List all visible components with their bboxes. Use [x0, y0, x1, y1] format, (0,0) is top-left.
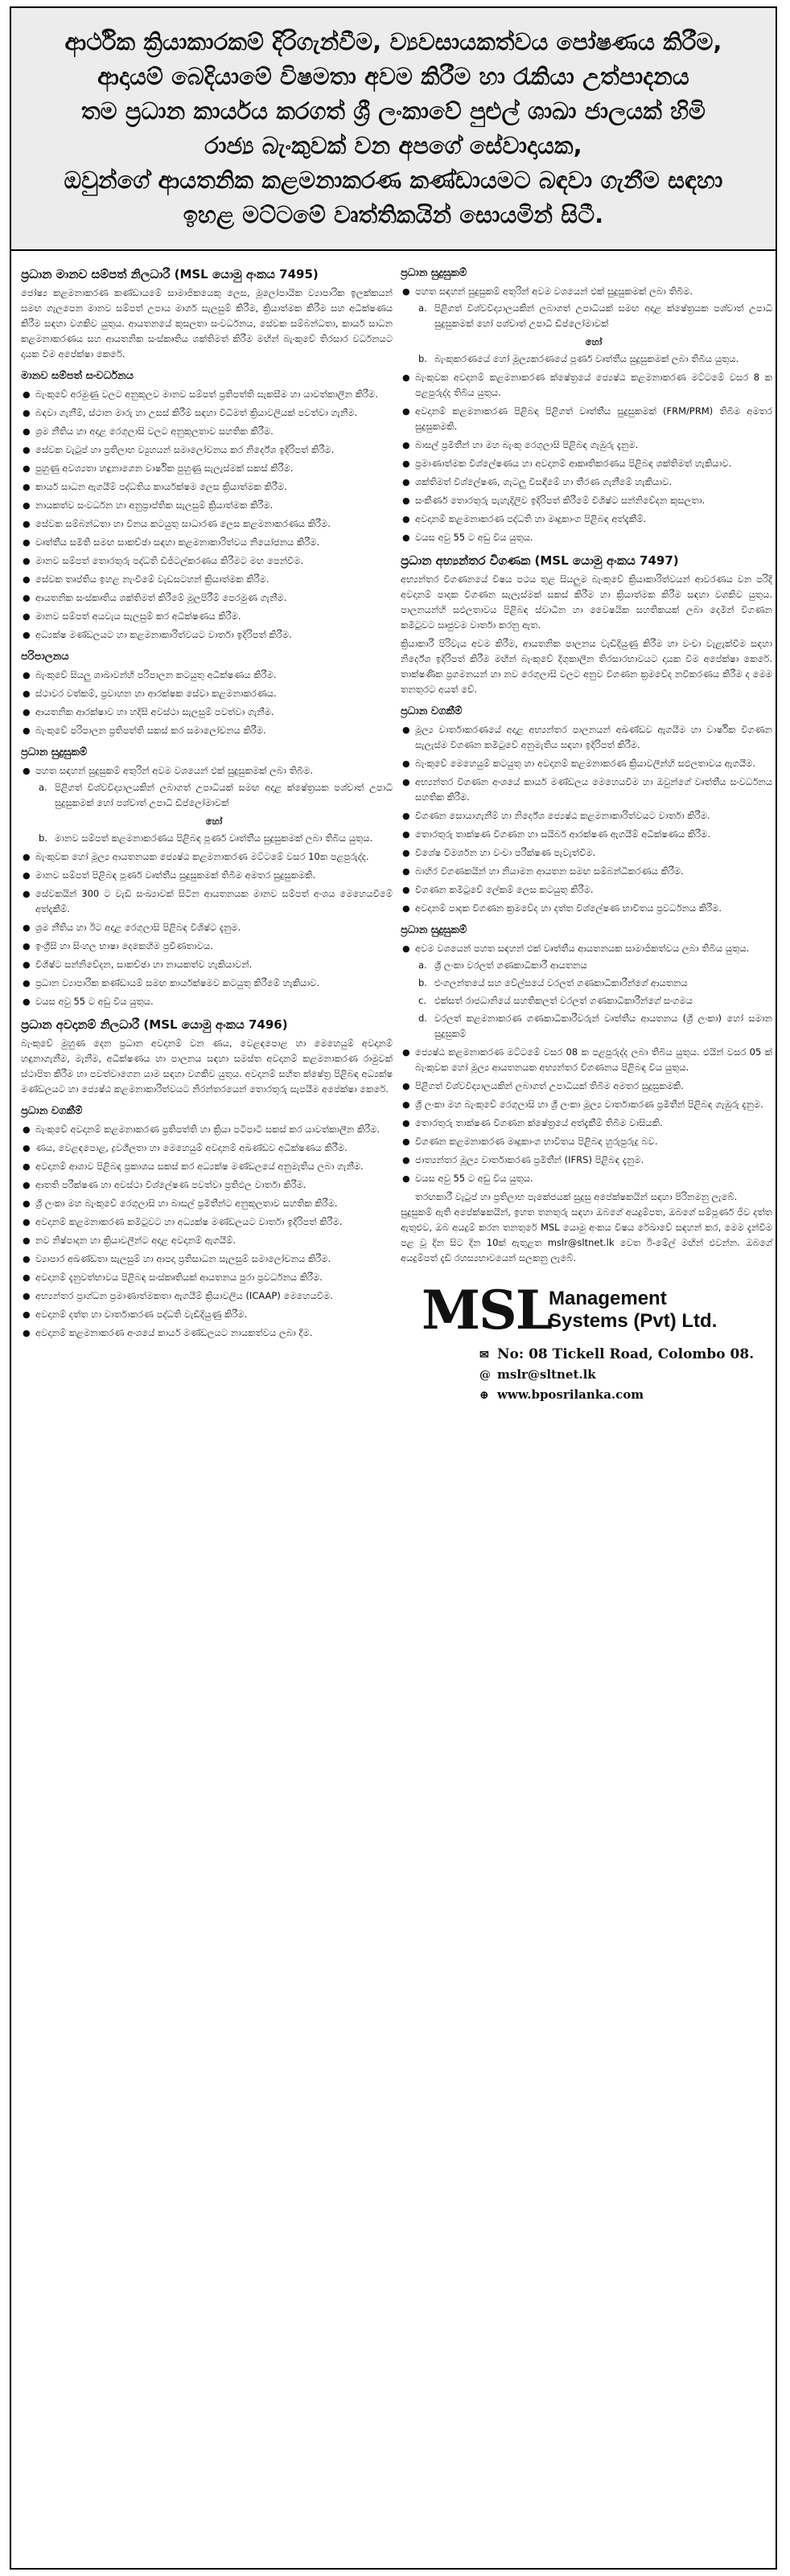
- benefits-note: තරඟකාරී වැටුප් හා ප්‍රතිලාභ පැකේජයක් සුදුසු අපේක්ෂකයින් සඳහා පිරිනමනු ලැබේ.: [415, 1191, 738, 1202]
- list-item: ● බාහිර විගණකයින් හා නියාමන ආයතන සමඟ සම්බන්ධීකරණය කිරීම.: [415, 864, 772, 879]
- list-item: [35, 763, 393, 846]
- list-item: ● සේවක වැටුප් හා ප්‍රතිලාභ ව්‍යුහයන් සමාලෝචනය කර නිර්දේශ ඉදිරිපත් කිරීම.: [35, 442, 393, 458]
- list-item: ● ස්ථාවර වත්කම්, ප්‍රවාහන හා ආරක්ෂක සේවා කළමනාකරණය.: [35, 686, 393, 701]
- qualification-options: [415, 351, 772, 367]
- list-item: ● වෘත්තීය සමිති සමඟ සාකච්ඡා සඳහා කළමනාකාරිත්වය නියෝජනය කිරීම.: [35, 535, 393, 550]
- list-item: ● නායකත්ව සංවර්ධන හා අනුප්‍රාප්තික සැලසුම් ක්‍රියාත්මක කිරීම.: [35, 498, 393, 513]
- list-item: ● මානව සම්පත් පිළිබඳ පූර්ණ වෘත්තීය සුදුසුකමක් තිබීම අමතර සුදුසුකමකි.: [35, 868, 393, 883]
- list-item: [418, 993, 772, 1009]
- headline-line: ඉහළ මට්ටමේ වෘත්තිකයින් සොයමින් සිටී.: [183, 201, 604, 228]
- list-item: ● අවදානම් දත්ත හා වාර්තාකරණ පද්ධති වැඩිදියුණු කිරීම.: [35, 1307, 393, 1322]
- list-item: [418, 351, 772, 367]
- email-row: [479, 1365, 772, 1385]
- list-item: ● අවදානම් කළමනාකරණ කමිටුවට හා අධ්‍යක්ෂ මණ්ඩලයට වාර්තා ඉදිරිපත් කිරීම.: [35, 1214, 393, 1230]
- position-intro: අභ්‍යන්තර විගණනයේ විෂය පථය තුළ සියලුම බැංකුවේ ක්‍රියාකාරිත්වයන් ආවරණය වන පරිදි අවදානම් පාදක විගණන සැලැස්මක් සකස් කිරීම හා ක්‍රියාත්මක කිරීම සඳහා වගකිව යුතුය. පාලනයන්හි සඵලතාවය පිළිබඳ ස්වාධීන හා වෛෂයික සහතිකයක් ලබා දෙමින් විගණන කමිටුවට සෘජුවම වාර්තා කරනු ඇත.: [401, 573, 772, 631]
- section-heading: ප්‍රධාන සුදුසුකම්: [401, 267, 467, 279]
- left-column: [21, 259, 393, 1405]
- list-item: ● ශ්‍රී ලංකා මහ බැංකුවේ රෙගුලාසි හා බාසල් ප්‍රමිතීන්ට අනුකූලතාව සහතික කිරීම.: [35, 1196, 393, 1211]
- globe-icon: ⊕: [479, 1389, 489, 1402]
- list-item: ● බැංකුවේ අවදානම් කළමනාකරණ ප්‍රතිපත්ති හා ක්‍රියා පටිපාටි සකස් කර යාවත්කාලීන කිරීම.: [35, 1122, 393, 1137]
- list-item: ● ශක්තිමත් විශ්ලේෂණ, ගැටලු විසඳීමේ හා තීරණ ගැනීමේ හැකියාව.: [415, 475, 772, 490]
- list-item: ● බැංකුවේ සියලු ශාඛාවන්හි පරිපාලන කටයුතු අධීක්ෂණය කිරීම.: [35, 668, 393, 683]
- option-text: පිළිගත් විශ්වවිද්‍යාලයකින් ලබාගත් උපාධියක් සමඟ අදාළ ක්ෂේත්‍රයක පශ්චාත් උපාධි සුදුසුකමක් හෝ පශ්චාත් උපාධි ඩිප්ලෝමාවක්: [434, 302, 772, 329]
- section-heading: මානව සම්පත් සංවර්ධනය: [21, 370, 134, 382]
- list-item: [39, 831, 393, 846]
- list-item: ● බැංකුවක අවදානම් කළමනාකරණ ක්ෂේත්‍රයේ ජ්‍යෙෂ්ඨ කළමනාකරණ මට්ටමේ වසර 8 ක පළපුරුද්ද තිබිය යුතුය.: [415, 370, 772, 401]
- at-icon: @: [479, 1369, 491, 1382]
- list-item: ● විගණන කමිටුවේ ලේකම් ලෙස කටයුතු කිරීම.: [415, 882, 772, 898]
- list-item: ● ආයතනික සංස්කෘතිය ශක්තිමත් කිරීමේ මූලපිරීම් පෙරමුණ ගැනීම.: [35, 590, 393, 606]
- list-item: ● ජ්‍යෙෂ්ඨ කළමනාකරණ මට්ටමේ වසර 08 ක පළපුරුද්ද ලබා තිබිය යුතුය. එයින් වසර 05 ක් බැංකුවක හෝ මූල්‍ය ආයතනයක අභ්‍යන්තර විගණනය පිළිබඳ විය යුතුය.: [415, 1045, 772, 1075]
- option-text: බැංකුකරණයේ හෝ මූල්‍යකරණයේ පූර්ණ වෘත්තීය සුදුසුකමක් ලබා තිබිය යුතුය.: [434, 353, 739, 364]
- list-item: ● අවදානම් දැනුවත්භාවය පිළිබඳ සංස්කෘතියක් ආයතනය පුරා ප්‍රවර්ධනය කිරීම.: [35, 1270, 393, 1285]
- list-item: ● බඳවා ගැනීම්, ස්ථාන මාරු හා උසස් කිරීම් සඳහා විධිමත් ක්‍රියාවලියක් පවත්වා ගැනීම.: [35, 405, 393, 421]
- option-text: එංගලන්තයේ සහ වේල්සයේ වරලත් ගණකාධිකාරීන්ගේ ආයතනය: [434, 977, 688, 988]
- position-intro: ක්‍රියාකාරී පිරිවැය අවම කිරීම, ආයතනික පාලනය වැඩිදියුණු කිරීම හා වංචා වැළැක්වීම සඳහා නිර්දේශ ඉදිරිපත් කිරීම මඟින් බැංකුවේ දිගුකාලීන තිරසාරභාවයට දායක වීම අපේක්ෂා කෙරේ. තාක්ෂණික ප්‍රගමනයන් හා නව රෙගුලාසි වලට අනුව විගණන ක්‍රමවේද නවීකරණය කිරීම ද මෙම තනතුරට අයත් වේ.: [401, 638, 772, 695]
- list-item: ● ආයතනික ආරක්ෂාව හා හදිසි අවස්ථා සැලසුම් පවත්වා ගැනීම.: [35, 705, 393, 720]
- qualification-list: [21, 763, 393, 1009]
- section-heading: ප්‍රධාන වගකීම්: [21, 1105, 83, 1117]
- option-label: b.: [418, 353, 427, 364]
- company-name: [549, 1288, 717, 1333]
- list-item: ● විගණන කළමනාකරණ මෘදුකාංග භාවිතය පිළිබඳ හුරුපුරුදු බව.: [415, 1134, 772, 1149]
- qualification-options: [35, 780, 393, 811]
- list-item: ● විශිෂ්ට සන්නිවේදන, සාකච්ඡා හා නායකත්ව හැකියාවන්.: [35, 957, 393, 972]
- list-item: ● ප්‍රධාන ව්‍යාපාරික කණ්ඩායම් සමඟ කාර්යක්ෂමව කටයුතු කිරීමේ හැකියාව.: [35, 976, 393, 991]
- qualification-intro: අවම වශයෙන් පහත සඳහන් එක් වෘත්තීය ආයතනයක සාමාජිකත්වය ලබා තිබිය යුතුය.: [415, 943, 750, 954]
- address-text: No: 08 Tickell Road, Colombo 08.: [497, 1346, 755, 1362]
- qualification-intro: පහත සඳහන් සුදුසුකම් අතුරින් අවම වශයෙන් එක් සුදුසුකමක් ලබා තිබීම.: [35, 765, 314, 776]
- application-instructions: සුදුසුකම් ඇති අපේක්ෂකයින්, ඉහත තනතුරු සඳහා ඔබගේ අයදුම්පත, ඔබගේ සම්පූර්ණ ජීව දත්ත ඇතුළුව, ඔබ අයදුම් කරන තනතුරේ MSL යොමු අංකය විෂය රේඛාවේ සඳහන් කර, මෙම දැන්වීම පළ වූ දින සිට දින 10ක් ඇතුළත mslr@sltnet.lk වෙත ඊ-මේල් මඟින් එවන්න. ඔබගේ අයදුම්පත් දැඩි රහස්‍යභාවයෙන් සලකනු ලැබේ.: [401, 1206, 772, 1263]
- headline-line: ඔවුන්ගේ ආයතනික කළමනාකරණ කණ්ඩායමට බඳවා ගැනීම සඳහා: [64, 166, 723, 194]
- msl-logo-mark: MSL: [422, 1279, 552, 1341]
- list-item: ● ශ්‍රී ලංකා මහ බැංකුවේ රෙගුලාසි හා ශ්‍රී ලංකා මූල්‍ය වාර්තාකරණ ප්‍රමිතීන් පිළිබඳ ගැඹුරු දැනුම.: [415, 1097, 772, 1112]
- website-link[interactable]: www.bposrilanka.com: [497, 1387, 644, 1402]
- qualification-intro: පහත සඳහන් සුදුසුකම් අතුරින් අවම වශයෙන් එක් සුදුසුකමක් ලබා තිබීම.: [415, 286, 693, 297]
- option-text: ශ්‍රී ලංකා වරලත් ගණකාධිකාරී ආයතනය: [434, 959, 587, 971]
- headline-line: තම ප්‍රධාන කාර්යය කරගත් ශ්‍රී ලංකාවේ පුළුල් ශාඛා ජාලයක් හිමි: [81, 97, 706, 125]
- list-item: ● සේවකයින් 300 ට වැඩි සංඛ්‍යාවක් සිටින ආයතනයක මානව සම්පත් අංශය මෙහෙයවීමේ අත්දැකීම්.: [35, 886, 393, 917]
- list-item: ● බැංකුවක හෝ මූල්‍ය ආයතනයක ජ්‍යෙෂ්ඨ කළමනාකරණ මට්ටමේ වසර 10ක පළපුරුද්ද.: [35, 849, 393, 865]
- list-item: ● විගණන සොයාගැනීම් හා නිර්දේශ ජ්‍යෙෂ්ඨ කළමනාකාරිත්වයට වාර්තා කිරීම.: [415, 808, 772, 824]
- list-item: ● බාසල් ප්‍රමිතීන් හා මහ බැංකු රෙගුලාසි පිළිබඳ ගැඹුරු දැනුම.: [415, 438, 772, 453]
- position-title-hr: ප්‍රධාන මානව සම්පත් නිලධාරී (MSL යොමු අංකය 7495): [21, 267, 319, 281]
- section-heading: ප්‍රධාන සුදුසුකම්: [401, 924, 467, 936]
- list-item: ● අභ්‍යන්තර විගණන අංශයේ කාර්ය මණ්ඩලය මෙහෙයවීම හා ඔවුන්ගේ වෘත්තීය සංවර්ධනය සහතික කිරීම.: [415, 774, 772, 805]
- qualification-options: [35, 831, 393, 846]
- list-item: ● සංකීර්ණ තොරතුරු පැහැදිලිව ඉදිරිපත් කිරීමේ විශිෂ්ට සන්නිවේදන කුසලතා.: [415, 493, 772, 508]
- list-item: ● අධ්‍යක්ෂ මණ්ඩලයට හා කළමනාකාරිත්වයට වාර්තා ඉදිරිපත් කිරීම.: [35, 627, 393, 643]
- option-text: එක්සත් රාජධානියේ සහතිකලත් වරලත් ගණකාධිකාරීන්ගේ සංගමය: [434, 995, 693, 1006]
- option-label: a.: [418, 959, 427, 971]
- company-name-line: Management: [549, 1288, 667, 1309]
- list-item: ● විශේෂ විමර්ශන හා වංචා පරීක්ෂණ පැවැත්වීම.: [415, 845, 772, 861]
- list-item: ● වයස අවු 55 ට අඩු විය යුතුය.: [35, 994, 393, 1009]
- list-item: ● අභ්‍යන්තර ප්‍රාග්ධන ප්‍රමාණාත්මකතා ඇගයීම් ක්‍රියාවලිය (ICAAP) මෙහෙයවීම.: [35, 1288, 393, 1304]
- list-item: ● කාර්ය සාධන ඇගයීම් පද්ධතිය කාර්යක්ෂම ලෙස ක්‍රියාත්මක කිරීම.: [35, 479, 393, 495]
- section-heading: ප්‍රධාන වගකීම්: [401, 705, 463, 717]
- list-item: ● ජාත්‍යන්තර මූල්‍ය වාර්තාකරණ ප්‍රමිතීන් (IFRS) පිළිබඳ දැනුම.: [415, 1152, 772, 1168]
- list-item: ● පුහුණු අවශ්‍යතා හඳුනාගෙන වාර්ෂික පුහුණු සැලැස්මක් සකස් කිරීම.: [35, 461, 393, 476]
- option-label: a.: [418, 302, 427, 314]
- address-row: [479, 1345, 772, 1365]
- headline-line: ආදායම් බෙදියාමේ විෂමතා අවම කිරීම හා රැකියා උත්පාදනය: [97, 63, 689, 90]
- list-item: ● පිළිගත් විශ්වවිද්‍යාලයකින් ලබාගත් උපාධියක් තිබීම අමතර සුදුසුකමකි.: [415, 1078, 772, 1094]
- list-item: ● අවදානම් කළමනාකරණ පිළිබඳ පිළිගත් වෘත්තීය සුදුසුකමක් (FRM/PRM) තිබීම අමතර සුදුසුකමකි.: [415, 404, 772, 434]
- professional-bodies: [415, 958, 772, 1041]
- list-item: [39, 780, 393, 811]
- list-item: ● අවදානම් ආශාව පිළිබඳ ප්‍රකාශය සකස් කර අධ්‍යක්ෂ මණ්ඩලයේ අනුමැතිය ලබා ගැනීම.: [35, 1159, 393, 1174]
- list-item: ● බැංකුවේ මෙහෙයුම් කටයුතු හා අවදානම් කළමනාකරණ ක්‍රියාවලීන්හි සඵලතාවය ඇගයීම.: [415, 756, 772, 771]
- list-item: ● අවදානම් කළමනාකරණ අංශයේ කාර්ය මණ්ඩලයට නායකත්වය ලබා දීම.: [35, 1325, 393, 1341]
- duties-list: [21, 387, 393, 643]
- list-item: ● වයස අවු 55 ට අඩු විය යුතුය.: [415, 1171, 772, 1186]
- position-intro: ජෝෂ්‍ය කළමනාකරණ කණ්ඩායමේ සාමාජිකයෙකු ලෙස, මූලෝපායික ව්‍යාපාරික ඉලක්කයන් සමඟ ගැලපෙන මානව සම්පත් උපාය මාර්ග සැලසුම් කිරීම, ක්‍රියාත්මක කිරීම සහ අධීක්ෂණය කිරීම සඳහා වගකිව යුතුය. ආයතනයේ කුසලතා සංවර්ධනය, සේවක සම්බන්ධතා, කාර්ය සාධන කළමනාකරණය සහ ආයතනික සංස්කෘතිය ශක්තිමත් කිරීම මඟින් බැංකුවේ තිරසාර වර්ධනයට දායක වීම අපේක්ෂා කෙරේ.: [21, 287, 393, 359]
- list-item: ● ශ්‍රම නීතිය හා ඊට අදාළ රෙගුලාසි පිළිබඳ විශිෂ්ට දැනුම.: [35, 920, 393, 935]
- section-heading: පරිපාලනය: [21, 651, 69, 663]
- list-item: [415, 941, 772, 1041]
- list-item: ● ආතති පරීක්ෂණ හා අවස්ථා විශ්ලේෂණ පවත්වා ප්‍රතිඵල වාර්තා කිරීම.: [35, 1177, 393, 1193]
- company-name-line: Systems (Pvt) Ltd.: [549, 1310, 718, 1332]
- list-item: ● ව්‍යාපාර අඛණ්ඩතා සැලසුම් හා ආපදා ප්‍රතිසාධන සැලසුම් සමාලෝචනය කිරීම.: [35, 1251, 393, 1267]
- or-separator: හෝ: [585, 336, 603, 347]
- list-item: ● ප්‍රමාණාත්මක විශ්ලේෂණය හා අවදානම් ආකෘතිකරණය පිළිබඳ ශක්තිමත් හැකියාව.: [415, 456, 772, 471]
- list-item: ● මානව සම්පත් තොරතුරු පද්ධති ඩිජිටල්කරණය කිරීමට මඟ පෙන්වීම.: [35, 553, 393, 569]
- list-item: ● වයස අවු 55 ට අඩු විය යුතුය.: [415, 530, 772, 545]
- list-item: [418, 1011, 772, 1041]
- list-item: ● අවදානම් කළමනාකරණ පද්ධති හා මෘදුකාංග පිළිබඳ අත්දැකීම්.: [415, 512, 772, 527]
- list-item: ● මානව සම්පත් අයවැය සැලසුම් කර අධීක්ෂණය කිරීම.: [35, 609, 393, 624]
- qualification-options: [415, 301, 772, 331]
- right-column: [401, 259, 772, 1405]
- duties-list: [21, 1122, 393, 1341]
- duties-list: [401, 722, 772, 916]
- list-item: ● තොරතුරු තාක්ෂණ විගණන ක්ෂේත්‍රයේ අත්දැකීම් තිබීම වාසියකි.: [415, 1115, 772, 1131]
- headline-banner: [11, 8, 776, 251]
- option-text: පිළිගත් විශ්වවිද්‍යාලයකින් ලබාගත් උපාධියක් සමඟ අදාළ ක්ෂේත්‍රයක පශ්චාත් උපාධි සුදුසුකමක් හෝ පශ්චාත් උපාධි ඩිප්ලෝමාවක්: [55, 782, 393, 808]
- list-item: ● බැංකුවේ අරමුණු වලට අනුකූලව මානව සම්පත් ප්‍රතිපත්ති සැකසීම හා යාවත්කාලීන කිරීම.: [35, 387, 393, 402]
- list-item: ● අවදානම් පාදක විගණන ක්‍රමවේද හා දත්ත විශ්ලේෂණ භාවිතය ප්‍රවර්ධනය කිරීම.: [415, 901, 772, 916]
- qualification-list: [401, 941, 772, 1186]
- envelope-icon: ✉: [479, 1349, 489, 1362]
- list-item: ● ශ්‍රම නීතිය හා අදාළ රෙගුලාසි වලට අනුකූලතාව සහතික කිරීම.: [35, 424, 393, 439]
- list-item: [418, 976, 772, 991]
- list-item: [418, 301, 772, 331]
- option-label: c.: [418, 995, 426, 1006]
- company-logo: [422, 1279, 772, 1341]
- position-title-risk: ප්‍රධාන අවදානම් නිලධාරී (MSL යොමු අංකය 7496): [21, 1017, 288, 1032]
- position-intro: බැංකුවේ මුහුණ දෙන ප්‍රධාන අවදානම් වන ණය, වෙළඳපොළ හා මෙහෙයුම් අවදානම් හඳුනාගැනීම, මැනීම, අධීක්ෂණය හා පාලනය සඳහා සමස්ත අවදානම් කළමනාකරණ රාමුවක් ස්ථාපිත කිරීම හා පවත්වාගෙන යාම සඳහා වගකිව යුතුය. අවදානම් සහිත ක්ෂේත්‍ර පිළිබඳ අධ්‍යක්ෂ මණ්ඩලයට හා ජ්‍යෙෂ්ඨ කළමනාකාරිත්වයට නිරන්තරයෙන් තොරතුරු සැපයීම අපේක්ෂා කෙරේ.: [21, 1037, 393, 1095]
- list-item: ● තොරතුරු තාක්ෂණ විගණන හා සයිබර් ආරක්ෂණ ඇගයීම් අධීක්ෂණය කිරීම.: [415, 827, 772, 842]
- admin-list: [21, 668, 393, 738]
- headline-line: රාජ්‍ය බැංකුවක් වන අපගේ සේවාදායක,: [204, 132, 582, 159]
- list-item: ● නව නිෂ්පාදන හා ක්‍රියාවලීන්ට අදාළ අවදානම් ඇගයීම්.: [35, 1233, 393, 1248]
- or-separator: හෝ: [205, 816, 223, 827]
- position-title-audit: ප්‍රධාන අභ්‍යන්තර විගණක (MSL යොමු අංකය 7497): [401, 553, 679, 568]
- option-label: d.: [418, 1013, 427, 1024]
- option-label: b.: [39, 832, 47, 844]
- company-footer: [401, 1279, 772, 1405]
- list-item: ● මූල්‍ය වාර්තාකරණයේ අදාළ අභ්‍යන්තර පාලනයන් අඛණ්ඩව ඇගයීම හා වාර්ෂික විගණන සැලැස්ම විගණන කමිටුවේ අනුමැතිය සඳහා ඉදිරිපත් කිරීම.: [415, 722, 772, 753]
- list-item: [418, 958, 772, 973]
- qualification-list: [401, 284, 772, 545]
- list-item: ● ඉංග්‍රීසි හා සිංහල භාෂා දෙකෙහිම ප්‍රවීණතාවය.: [35, 939, 393, 954]
- section-heading: ප්‍රධාන සුදුසුකම්: [21, 746, 88, 758]
- option-label: a.: [39, 782, 47, 793]
- option-text: වරලත් කළමනාකරණ ගණකාධිකාරීවරුන් වෘත්තීය ආයතනය (ශ්‍රී ලංකා) හෝ සමාන සුදුසුකම්: [434, 1013, 772, 1039]
- list-item: [415, 284, 772, 367]
- list-item: ● සේවක සම්බන්ධතා හා විනය කටයුතු සාධාරණ ලෙස කළමනාකරණය කිරීම.: [35, 516, 393, 532]
- contact-block: [479, 1345, 772, 1405]
- option-text: මානව සම්පත් කළමනාකරණය පිළිබඳ පූර්ණ වෘත්තීය සුදුසුකමක් ලබා තිබිය යුතුය.: [55, 832, 373, 844]
- headline-line: ආර්ථික ක්‍රියාකාරකම් දිරිගැන්වීම, ව්‍යවසායකත්වය පෝෂණය කිරීම,: [64, 28, 722, 55]
- advertisement-frame: [10, 6, 777, 2570]
- list-item: ● බැංකුවේ පරිපාලන ප්‍රතිපත්ති සකස් කර සමාලෝචනය කිරීම.: [35, 723, 393, 738]
- list-item: ● සේවක තෘප්තිය ඉහළ නැංවීමේ වැඩසටහන් ක්‍රියාත්මක කිරීම.: [35, 572, 393, 587]
- email-link[interactable]: mslr@sltnet.lk: [497, 1367, 596, 1382]
- option-label: b.: [418, 977, 427, 988]
- web-row: [479, 1385, 772, 1405]
- list-item: ● ණය, වෙළඳපොළ, ද්‍රවශීලතා හා මෙහෙයුම් අවදානම් අඛණ්ඩව අධීක්ෂණය කිරීම.: [35, 1140, 393, 1156]
- content-columns: [11, 251, 776, 1405]
